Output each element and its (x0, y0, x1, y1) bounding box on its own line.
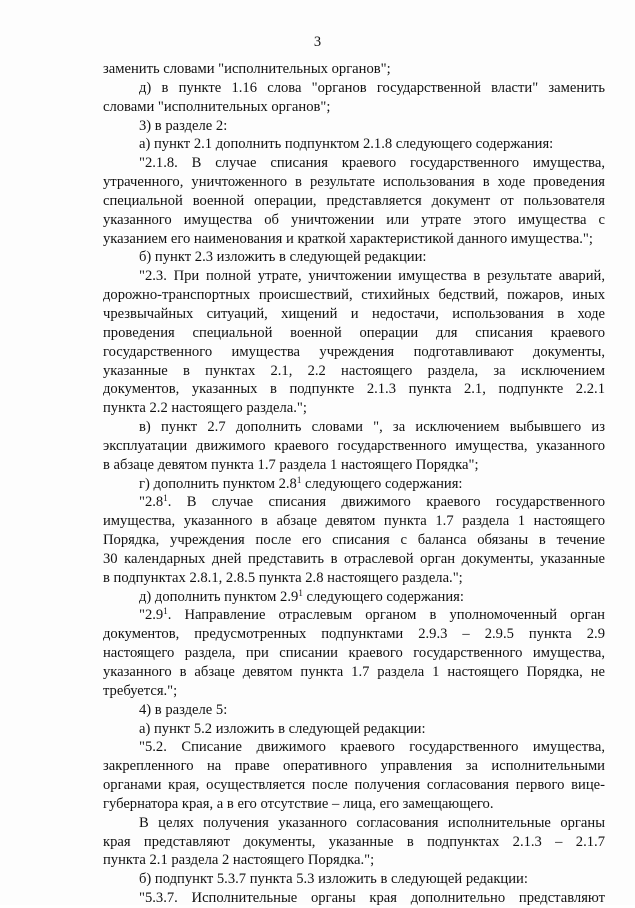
text-line-part: д) в пункте 1.16 слова "органов государственной власти" заменить (139, 79, 605, 96)
text-line-part: дорожно-транспортных происшествий, стихийных бедствий, пожаров, иных (103, 287, 605, 304)
text-line (103, 889, 605, 908)
text-line (103, 833, 605, 852)
text-line-part: в) пункт 2.7 дополнить словами ", за исключением выбывшего из (139, 419, 605, 436)
text-line-part: "5.2. Списание движимого краевого государственного имущества, (139, 739, 605, 756)
text-line (103, 569, 605, 588)
text-line (103, 305, 605, 324)
text-line (103, 79, 605, 98)
text-line-part: в абзаце девятом пункта 1.7 раздела 1 настоящего Порядка"; (103, 456, 479, 473)
text-line-part: словами "исполнительных органов"; (103, 98, 331, 115)
text-line-part: б) пункт 2.3 изложить в следующей редакции: (139, 249, 427, 266)
text-line (103, 757, 605, 776)
text-line-part: губернатора края, а в его отсутствие – лица, его замещающего. (103, 795, 494, 812)
text-line (103, 362, 605, 381)
text-line-part: а) пункт 5.2 изложить в следующей редакции: (139, 720, 426, 737)
text-line-part: 30 календарных дней представить в отраслевой орган документы, указанные (103, 550, 605, 567)
text-line-part: специальной военной операции, представляется документ от пользователя (103, 192, 605, 209)
text-line (103, 738, 605, 757)
text-line-part: имущества, указанного в абзаце девятом пункта 1.7 раздела 1 настоящего (103, 513, 605, 530)
text-line (103, 98, 605, 117)
superscript: 1 (296, 474, 302, 485)
text-line (103, 154, 605, 173)
superscript: 1 (163, 493, 168, 504)
text-line (103, 701, 605, 720)
text-line (103, 267, 605, 286)
text-line-part: требуется."; (103, 682, 178, 699)
superscript: 1 (298, 587, 303, 598)
text-line (103, 682, 605, 701)
text-line (103, 625, 605, 644)
text-line-part: края представляют документы, указанные в подпунктах 2.1.3 – 2.1.7 (103, 833, 605, 850)
text-line (103, 475, 605, 494)
text-line (103, 550, 605, 569)
page-number: 3 (313, 34, 322, 50)
text-line-part: а) пункт 2.1 дополнить подпунктом 2.1.8 следующего содержания: (139, 136, 554, 153)
text-line-part: настоящего раздела, при списании краевого государственного имущества, (103, 645, 605, 662)
text-line (103, 248, 605, 267)
text-line-part: пункта 2.2 настоящего раздела."; (103, 400, 307, 417)
text-line (103, 211, 605, 230)
text-line (103, 192, 605, 211)
text-line-part: в подпунктах 2.8.1, 2.8.5 пункта 2.8 настоящего раздела."; (103, 569, 463, 586)
text-line-part: "2.1.8. В случае списания краевого государственного имущества, (139, 155, 605, 172)
text-line (103, 117, 605, 136)
text-line-part: В целях получения указанного согласования исполнительные органы (139, 814, 605, 831)
text-line-part: органами края, осуществляется после получения согласования первого вице- (103, 777, 605, 794)
text-line-part: пункта 2.1 раздела 2 настоящего Порядка."; (103, 852, 375, 869)
text-line-part: документов, предусмотренных подпунктами 2.9.3 – 2.9.5 пункта 2.9 (103, 626, 605, 643)
text-line-part: государственного имущества учреждения подготавливают документы, (103, 343, 605, 360)
text-line-part: . Направление отраслевым органом в уполномоченный орган (167, 607, 605, 624)
text-line (103, 380, 605, 399)
text-line-part: эксплуатации движимого краевого государственного имущества, указанного (103, 437, 605, 454)
text-line-part: "2.3. При полной утрате, уничтожении имущества в результате аварий, (139, 268, 605, 285)
text-line-part: . В случае списания движимого краевого государственного (167, 494, 605, 511)
text-line (103, 173, 605, 192)
text-line (103, 795, 605, 814)
text-line (103, 814, 605, 833)
text-line-part: "2.8 (139, 494, 164, 511)
text-line-part: 3) в разделе 2: (139, 117, 228, 134)
text-line-part: г) дополнить пунктом 2.8 (139, 475, 297, 492)
text-line-part: б) подпункт 5.3.7 пункта 5.3 изложить в следующей редакции: (139, 871, 528, 888)
text-line-part: указанного в абзаце девятом пункта 1.7 раздела 1 настоящего Порядка, не (103, 664, 605, 680)
text-line-part: утраченного, уничтоженного в результате использования в ходе проведения (103, 174, 605, 191)
text-line (103, 851, 605, 870)
document-body (103, 60, 605, 908)
text-line (103, 493, 605, 512)
text-line-part: д) дополнить пунктом 2.9 (139, 588, 299, 605)
text-line-part: указанные в пунктах 2.1, 2.2 настоящего раздела, за исключением (103, 362, 605, 379)
text-line (103, 531, 605, 550)
text-line-part: следующего содержания: (301, 475, 463, 492)
text-line (103, 343, 605, 362)
text-line-part: указанием его наименования и краткой характеристикой данного имущества."; (103, 230, 593, 247)
text-line (103, 230, 605, 249)
superscript: 1 (163, 606, 168, 617)
text-line (103, 606, 605, 625)
text-line (103, 324, 605, 343)
text-line-part: указанного имущества об уничтожении или утрате этого имущества с (103, 211, 605, 228)
text-line (103, 135, 605, 154)
text-line-part: заменить словами "исполнительных органов"; (103, 61, 391, 77)
text-line (103, 720, 605, 739)
text-line-part: 4) в разделе 5: (139, 701, 228, 718)
text-line-part: документов, указанных в подпункте 2.1.3 пункта 2.1, подпункте 2.2.1 (103, 381, 605, 398)
text-line-part: "2.9 (139, 607, 164, 624)
text-line (103, 60, 605, 79)
text-line (103, 776, 605, 795)
text-line (103, 456, 605, 475)
text-line-part: следующего содержания: (302, 588, 464, 605)
text-line (103, 437, 605, 456)
text-line (103, 644, 605, 663)
text-line (103, 870, 605, 889)
text-line (103, 418, 605, 437)
text-line (103, 663, 605, 682)
text-line (103, 512, 605, 531)
text-line-part: чрезвычайных ситуаций, хищений и недостачи, использования в ходе (103, 305, 605, 322)
text-line (103, 286, 605, 305)
text-line (103, 399, 605, 418)
text-line (103, 588, 605, 607)
text-line-part: проведения специальной военной операции для списания краевого (103, 324, 605, 341)
text-line-part: закрепленного на праве оперативного управления за исполнительными (103, 758, 605, 775)
text-line-part: Порядка, учреждения после его списания с баланса обязаны в течение (103, 532, 605, 549)
text-line-part: "5.3.7. Исполнительные органы края дополнительно представляют (139, 890, 605, 907)
